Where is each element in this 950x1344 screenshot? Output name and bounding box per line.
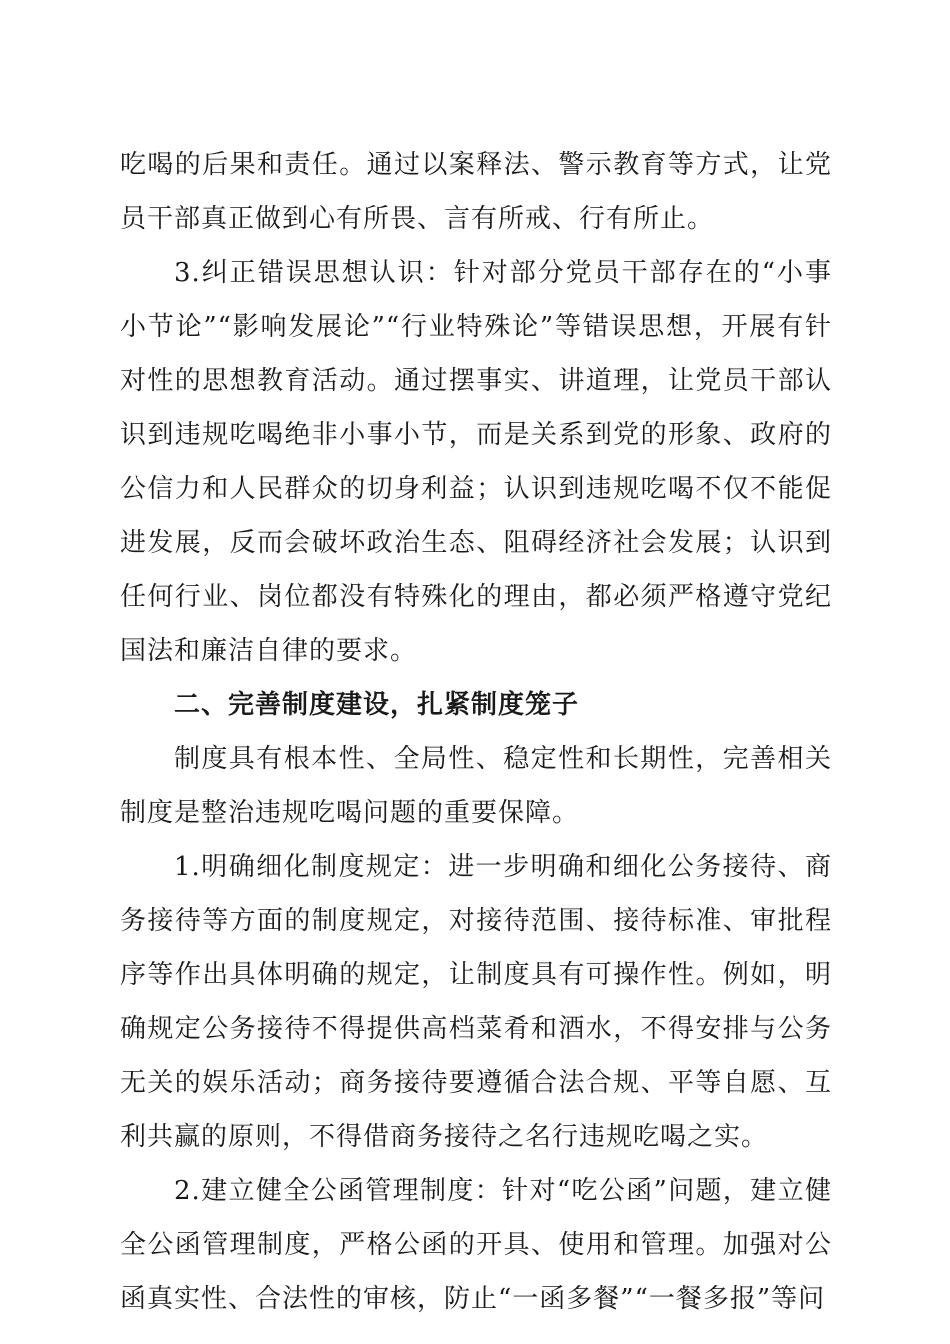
- paragraph-system-intro: 制度具有根本性、全局性、稳定性和长期性，完善相关制度是整治违规吃喝问题的重要保障。: [120, 744, 832, 828]
- paragraph-clarify-rules: 1.明确细化制度规定：进一步明确和细化公务接待、商务接待等方面的制度规定，对接待范围、接待标准、审批程序等作出具体明确的规定，让制度具有可操作性。例如，明确规定公务接待不得提供高档菜肴和酒水，不得安排与公务无关的娱乐活动；商务接待要遵循合法合规、平等自愿、互利共赢的原则，不得借商务接待之名行违规吃喝之实。: [120, 852, 832, 1152]
- paragraph-official-letter: 2.建立健全公函管理制度：针对“吃公函”问题，建立健全公函管理制度，严格公函的开具、使用和管理。加强对公函真实性、合法性的审核，防止“一函多餐”“一餐多报”等问: [120, 1176, 832, 1314]
- document-body: [120, 138, 832, 1326]
- paragraph-continuation: 吃喝的后果和责任。通过以案释法、警示教育等方式，让党员干部真正做到心有所畏、言有所戒、行有所止。: [120, 150, 832, 234]
- paragraph-correct-thinking: 3.纠正错误思想认识：针对部分党员干部存在的“小事小节论”“影响发展论”“行业特殊论”等错误思想，开展有针对性的思想教育活动。通过摆事实、讲道理，让党员干部认识到违规吃喝绝非小事小节，而是关系到党的形象、政府的公信力和人民群众的切身利益；认识到违规吃喝不仅不能促进发展，反而会破坏政治生态、阻碍经济社会发展；认识到任何行业、岗位都没有特殊化的理由，都必须严格遵守党纪国法和廉洁自律的要求。: [120, 258, 832, 666]
- section-heading: 二、完善制度建设，扎紧制度笼子: [174, 690, 580, 720]
